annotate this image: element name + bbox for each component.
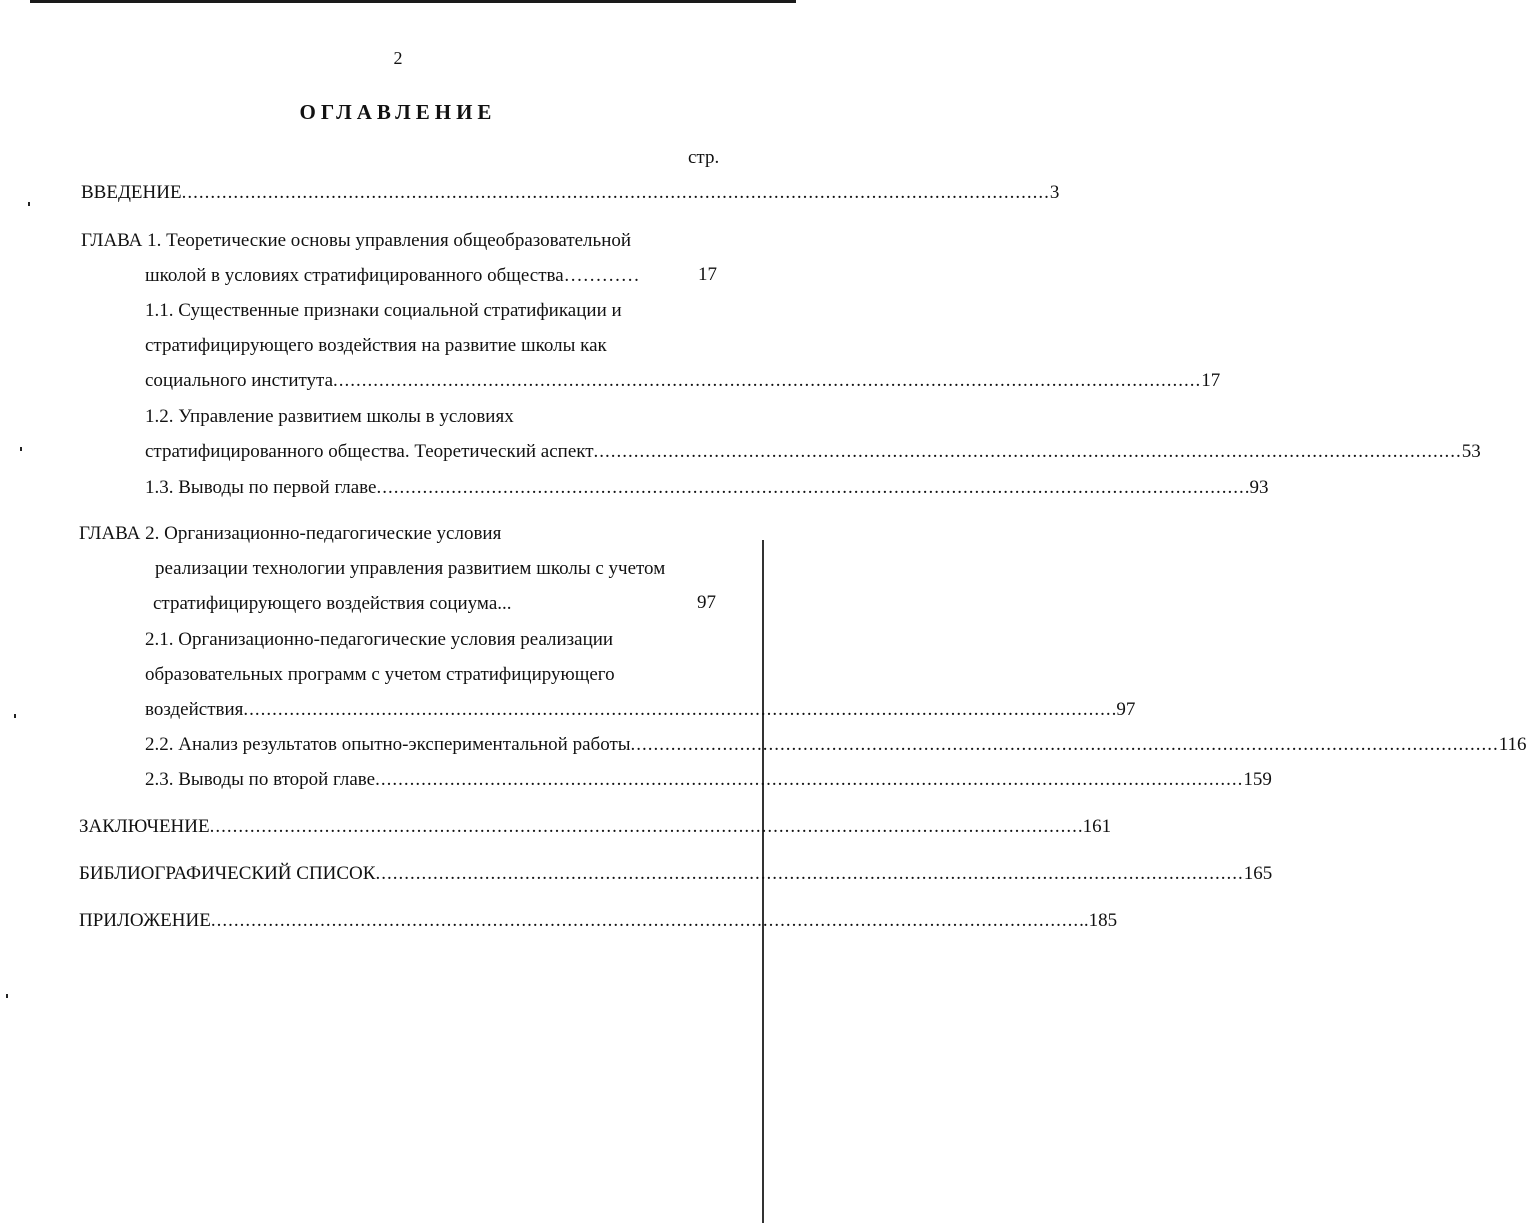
toc-section-2-1-title-cont[interactable]: образовательных программ с учетом стратифицирующего <box>145 664 615 685</box>
toc-entry-intro[interactable] <box>81 181 1060 205</box>
toc-entry-1-3[interactable] <box>145 476 1269 500</box>
toc-entry-title: воздействия <box>145 699 244 720</box>
toc-entry-1-2[interactable] <box>145 440 1481 464</box>
leader-dots: ....................................................................................................................................................... <box>181 182 1050 203</box>
toc-entry-title: 1.3. Выводы по первой главе <box>145 477 377 498</box>
toc-chapter-2-page: 97 <box>697 592 716 613</box>
toc-section-1-1-title-cont[interactable]: стратифицирующего воздействия на развитие школы как <box>145 335 607 356</box>
toc-entry-title: ПРИЛОЖЕНИЕ <box>79 910 211 931</box>
scan-speck <box>28 202 30 206</box>
toc-chapter-2-title-cont[interactable]: реализации технологии управления развитием школы с учетом <box>155 558 666 579</box>
toc-section-1-2-title[interactable]: 1.2. Управление развитием школы в условиях <box>145 406 514 427</box>
leader-dots: ....................................................................................................................................................... <box>376 477 1245 498</box>
toc-section-2-1-title[interactable]: 2.1. Организационно-педагогические условия реализации <box>145 629 614 650</box>
leader-dots: ....................................................................................................................................................... <box>333 370 1202 391</box>
toc-entry-bibliography[interactable] <box>79 862 1273 886</box>
toc-entry-title: стратифицированного общества. Теоретический аспект <box>145 441 594 462</box>
scan-edge-top <box>30 0 796 3</box>
scan-speck <box>6 994 8 998</box>
toc-entry-title: социального института <box>145 370 334 391</box>
toc-entry-page: 116 <box>1498 734 1527 755</box>
toc-entry-2-1[interactable] <box>145 698 1136 722</box>
toc-entry-2-2[interactable] <box>145 733 1527 757</box>
leader-dots: ....................................................................................................................................................... <box>210 910 1080 931</box>
toc-entry-page: 3 <box>1049 182 1060 203</box>
toc-entry-page: .97 <box>1111 699 1136 720</box>
toc-chapter-1-title-cont[interactable]: школой в условиях стратифицированного общества………… <box>145 265 640 286</box>
toc-entry-appendix[interactable] <box>79 909 1118 933</box>
toc-entry-page: ..185 <box>1079 910 1118 931</box>
scan-speck <box>20 447 22 451</box>
toc-chapter-1-title[interactable]: ГЛАВА 1. Теоретические основы управления общеобразовательной <box>81 230 632 251</box>
pages-column-label: стр. <box>688 147 720 168</box>
toc-chapter-2-title[interactable]: ГЛАВА 2. Организационно-педагогические условия <box>79 523 502 544</box>
toc-chapter-2-title-cont[interactable]: стратифицирующего воздействия социума... <box>153 593 512 614</box>
toc-entry-title: 2.2. Анализ результатов опытно-экспериментальной работы <box>145 734 631 755</box>
leader-dots: ....................................................................................................................................................... <box>593 441 1462 462</box>
toc-entry-conclusion[interactable] <box>79 815 1112 839</box>
toc-section-1-1-title[interactable]: 1.1. Существенные признаки социальной стратификации и <box>145 300 622 321</box>
toc-entry-page: 165 <box>1243 863 1273 884</box>
toc-entry-page: .93 <box>1244 477 1269 498</box>
leader-dots: ....................................................................................................................................................... <box>243 699 1112 720</box>
toc-entry-1-1[interactable] <box>145 369 1221 393</box>
toc-entry-page: 159 <box>1243 769 1272 790</box>
scan-speck <box>14 714 16 718</box>
page-number: 2 <box>393 48 403 68</box>
leader-dots: ....................................................................................................................................................... <box>375 769 1244 790</box>
toc-entry-title: ВВЕДЕНИЕ <box>81 182 182 203</box>
toc-chapter-1-page: 17 <box>698 264 717 285</box>
toc-entry-page: 53 <box>1461 441 1481 462</box>
leader-dots: ....................................................................................................................................................... <box>375 863 1244 884</box>
leader-dots: ....................................................................................................................................................... <box>630 734 1499 755</box>
toc-entry-title: БИБЛИОГРАФИЧЕСКИЙ СПИСОК <box>79 863 376 884</box>
leader-dots: ....................................................................................................................................................... <box>209 816 1078 837</box>
toc-entry-title: 2.3. Выводы по второй главе <box>145 769 376 790</box>
toc-entry-2-3[interactable] <box>145 768 1272 792</box>
toc-entry-title: ЗАКЛЮЧЕНИЕ <box>79 816 210 837</box>
page-title: ОГЛАВЛЕНИЕ <box>299 100 497 124</box>
toc-entry-page: 17 <box>1201 370 1221 391</box>
toc-entry-page: .161 <box>1077 816 1112 837</box>
